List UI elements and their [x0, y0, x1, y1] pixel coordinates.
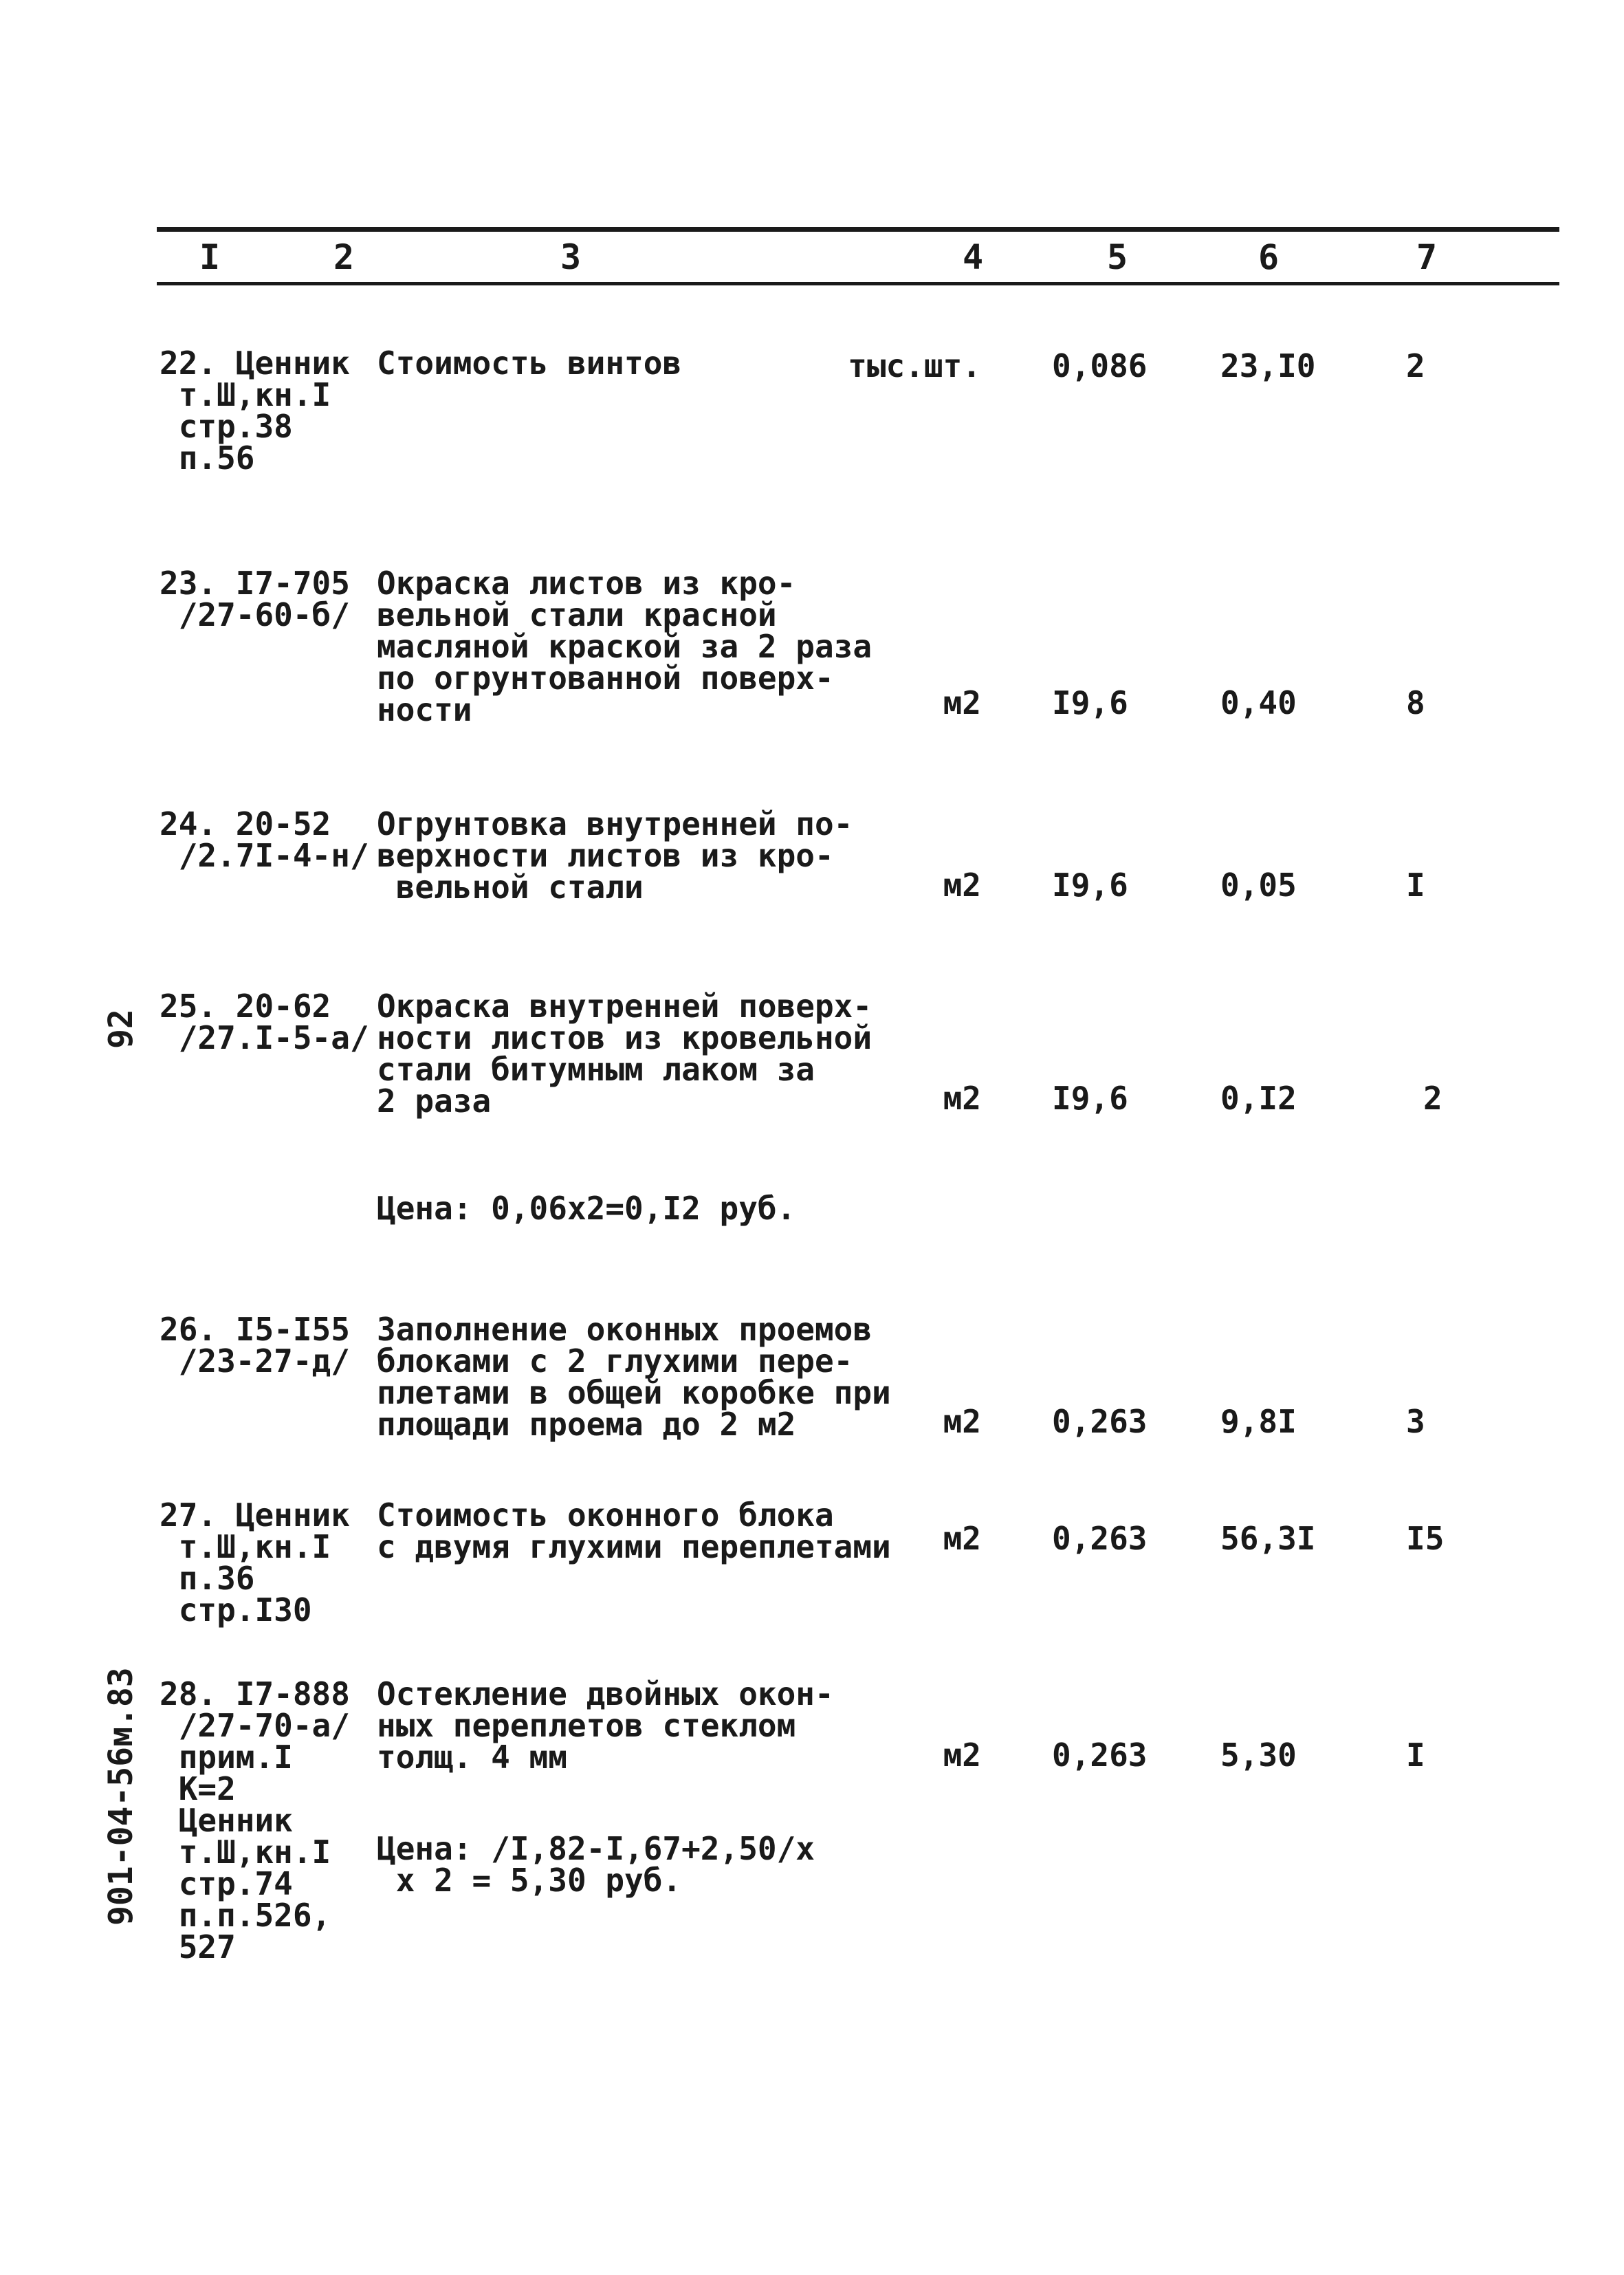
row-code: 26. I5-I55 /23-27-д/ [160, 1311, 350, 1380]
row-description: Окраска внутренней поверх- ности листов из кровельной стали битумным лаком за 2 раза [377, 988, 873, 1120]
header-rule-bottom [157, 282, 1559, 285]
row-code: 22. Ценник т.Ш,кн.I стр.38 п.56 [160, 345, 350, 477]
row-price: 0,I2 [1220, 1080, 1297, 1117]
row-total: I [1406, 1737, 1425, 1774]
row-total: I5 [1406, 1520, 1445, 1557]
row-description: Заполнение оконных проемов блоками с 2 глухими пере- плетами в общей коробке при площади проема до 2 м2 [377, 1311, 891, 1443]
row-description: Окраска листов из кро- вельной стали красной масляной краской за 2 раза по огрунтованной поверх- ности [377, 565, 873, 728]
row-quantity: I9,6 [1052, 1080, 1128, 1117]
row-total: I [1406, 867, 1425, 904]
row-unit: тыс.шт. [848, 347, 981, 384]
row-description: Огрунтовка внутренней по- верхности листов из кро- вельной стали [377, 805, 853, 906]
row-quantity: I9,6 [1052, 684, 1128, 721]
row-price: 23,I0 [1220, 347, 1316, 384]
header-col-5: 5 [1107, 237, 1128, 277]
row-unit: м2 [943, 1403, 981, 1440]
row-total: 8 [1406, 684, 1425, 721]
page-number: 92 [102, 1009, 140, 1049]
row-total: 2 [1423, 1080, 1442, 1117]
row-description: Стоимость винтов [377, 345, 682, 382]
row-quantity: 0,263 [1052, 1520, 1148, 1557]
price-note-28: Цена: /I,82-I,67+2,50/x x 2 = 5,30 руб. [377, 1830, 815, 1899]
row-unit: м2 [943, 684, 981, 721]
row-quantity: 0,263 [1052, 1403, 1148, 1440]
header-col-2: 2 [333, 237, 355, 277]
row-price: 9,8I [1220, 1403, 1297, 1440]
document-code: 901-04-56м.83 [102, 1667, 140, 1926]
header-col-1: I [199, 237, 221, 277]
row-price: 0,40 [1220, 684, 1297, 721]
row-code: 24. 20-52 /2.7I-4-н/ [160, 805, 369, 874]
row-description: Стоимость оконного блока с двумя глухими переплетами [377, 1496, 891, 1565]
row-description: Остекление двойных окон- ных переплетов стеклом толщ. 4 мм [377, 1675, 834, 1776]
row-code: 27. Ценник т.Ш,кн.I п.36 стр.I30 [160, 1496, 350, 1629]
row-unit: м2 [943, 1737, 981, 1774]
row-total: 3 [1406, 1403, 1425, 1440]
row-total: 2 [1406, 347, 1425, 384]
header-rule-top [157, 227, 1559, 232]
row-unit: м2 [943, 867, 981, 904]
row-code: 28. I7-888 /27-70-а/ прим.I К=2 Ценник т.Ш,кн.I стр.74 п.п.526, 527 [160, 1675, 350, 1966]
row-price: 56,3I [1220, 1520, 1316, 1557]
row-code: 25. 20-62 /27.I-5-а/ [160, 988, 369, 1056]
header-col-4: 4 [963, 237, 984, 277]
header-col-3: 3 [560, 237, 582, 277]
row-quantity: I9,6 [1052, 867, 1128, 904]
row-price: 0,05 [1220, 867, 1297, 904]
header-col-6: 6 [1258, 237, 1280, 277]
header-col-7: 7 [1416, 237, 1438, 277]
row-unit: м2 [943, 1080, 981, 1117]
row-unit: м2 [943, 1520, 981, 1557]
price-note-25: Цена: 0,06x2=0,I2 руб. [377, 1190, 796, 1227]
row-price: 5,30 [1220, 1737, 1297, 1774]
row-quantity: 0,263 [1052, 1737, 1148, 1774]
row-code: 23. I7-705 /27-60-б/ [160, 565, 350, 633]
row-quantity: 0,086 [1052, 347, 1148, 384]
